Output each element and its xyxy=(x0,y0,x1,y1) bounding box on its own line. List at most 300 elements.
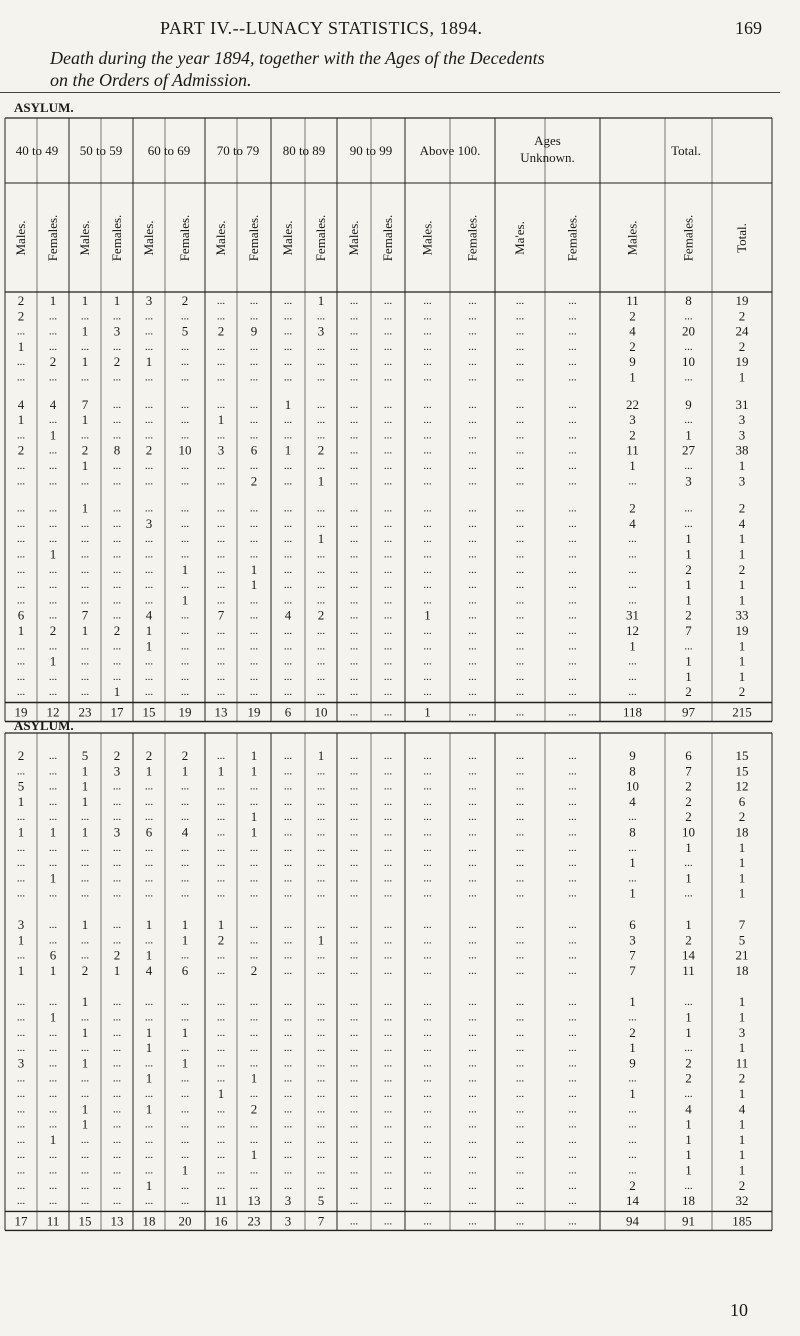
empty-cell-dots: ... xyxy=(349,548,359,561)
table-cell: 15 xyxy=(735,748,749,763)
empty-cell-dots: ... xyxy=(144,310,154,323)
table-cell: 5 xyxy=(81,748,89,763)
empty-cell-dots: ... xyxy=(383,340,393,353)
table-cell: 9 xyxy=(629,748,636,763)
empty-cell-dots: ... xyxy=(468,625,477,637)
empty-cell-dots: ... xyxy=(180,356,190,369)
empty-cell-dots: ... xyxy=(112,670,122,683)
table-cell: 8 xyxy=(685,293,692,308)
empty-cell-dots: ... xyxy=(349,750,359,762)
empty-cell-dots: ... xyxy=(568,444,577,457)
empty-cell-dots: ... xyxy=(144,1133,154,1146)
empty-cell-dots: ... xyxy=(80,949,90,962)
empty-cell-dots: ... xyxy=(16,1042,26,1055)
empty-cell-dots: ... xyxy=(180,686,190,699)
table-cell: 22 xyxy=(626,396,639,412)
empty-cell-dots: ... xyxy=(568,780,577,793)
empty-cell-dots: ... xyxy=(515,670,525,683)
table-cell: 1 xyxy=(81,763,89,779)
empty-cell-dots: ... xyxy=(283,579,293,592)
empty-cell-dots: ... xyxy=(568,872,577,885)
table-cell: 3 xyxy=(113,763,121,779)
empty-cell-dots: ... xyxy=(349,1042,359,1055)
table-cell: 9 xyxy=(685,396,692,412)
table-cell: 1 xyxy=(738,653,746,669)
empty-cell-dots: ... xyxy=(684,1179,693,1192)
empty-cell-dots: ... xyxy=(628,1149,637,1162)
empty-cell-dots: ... xyxy=(383,1026,393,1039)
empty-cell-dots: ... xyxy=(684,517,693,530)
table-cell: 1 xyxy=(738,458,746,473)
empty-cell-dots: ... xyxy=(144,1118,154,1131)
table-cell: 2 xyxy=(685,932,692,948)
table-cell: 1 xyxy=(49,1131,57,1147)
empty-cell-dots: ... xyxy=(468,1195,477,1208)
section-label-asylum-1: ASYLUM. xyxy=(14,100,74,115)
empty-cell-dots: ... xyxy=(216,640,226,653)
empty-cell-dots: ... xyxy=(383,310,393,323)
empty-cell-dots: ... xyxy=(80,811,90,824)
empty-cell-dots: ... xyxy=(468,579,477,592)
empty-cell-dots: ... xyxy=(628,563,637,576)
empty-cell-dots: ... xyxy=(48,640,58,653)
empty-cell-dots: ... xyxy=(468,887,477,900)
empty-cell-dots: ... xyxy=(468,872,477,885)
empty-cell-dots: ... xyxy=(283,750,293,762)
empty-cell-dots: ... xyxy=(16,1133,26,1146)
table-cell: 6 xyxy=(17,607,25,623)
empty-cell-dots: ... xyxy=(180,1103,190,1116)
empty-cell-dots: ... xyxy=(684,1088,693,1100)
table-cell: 1 xyxy=(81,778,89,794)
table-cell: 2 xyxy=(217,323,225,339)
empty-cell-dots: ... xyxy=(423,934,432,947)
empty-cell-dots: ... xyxy=(468,295,477,307)
empty-cell-dots: ... xyxy=(316,1072,326,1085)
table-cell: 2 xyxy=(17,442,25,458)
empty-cell-dots: ... xyxy=(468,841,477,854)
empty-cell-dots: ... xyxy=(568,919,577,931)
empty-cell-dots: ... xyxy=(180,398,190,411)
table-cell: 7 xyxy=(629,947,636,963)
table-cell: 1 xyxy=(145,638,153,654)
table-cell: 3 xyxy=(629,932,636,948)
empty-cell-dots: ... xyxy=(349,826,359,839)
table-cell: 1 xyxy=(49,824,57,840)
table-cell: 1 xyxy=(738,1040,746,1056)
empty-cell-dots: ... xyxy=(80,1088,90,1100)
table-cell: 2 xyxy=(113,748,121,763)
empty-cell-dots: ... xyxy=(216,1118,226,1131)
empty-cell-dots: ... xyxy=(515,1179,525,1192)
empty-cell-dots: ... xyxy=(16,548,26,561)
empty-cell-dots: ... xyxy=(349,502,359,515)
empty-cell-dots: ... xyxy=(468,563,477,576)
empty-cell-dots: ... xyxy=(283,964,293,977)
empty-cell-dots: ... xyxy=(515,919,525,931)
empty-cell-dots: ... xyxy=(316,1011,326,1024)
table-cell: 38 xyxy=(735,442,749,458)
empty-cell-dots: ... xyxy=(112,857,122,870)
empty-cell-dots: ... xyxy=(684,887,693,900)
table-cell: 5 xyxy=(738,932,746,948)
table-cell: 4 xyxy=(629,793,636,809)
empty-cell-dots: ... xyxy=(16,872,26,885)
table-cell: 27 xyxy=(682,442,695,458)
empty-cell-dots: ... xyxy=(423,795,432,808)
empty-cell-dots: ... xyxy=(144,398,154,411)
empty-cell-dots: ... xyxy=(468,750,477,762)
table-cell: 2 xyxy=(317,607,325,623)
empty-cell-dots: ... xyxy=(283,548,293,561)
table-cell: 1 xyxy=(629,1086,636,1101)
table-cell: 2 xyxy=(49,354,57,370)
table-cell: 7 xyxy=(738,917,746,932)
empty-cell-dots: ... xyxy=(180,533,190,546)
empty-total-dots: ... xyxy=(349,706,359,719)
empty-total-dots: ... xyxy=(468,706,477,719)
empty-cell-dots: ... xyxy=(383,414,393,427)
table-cell: 1 xyxy=(81,1101,89,1117)
empty-cell-dots: ... xyxy=(383,1103,393,1116)
empty-cell-dots: ... xyxy=(349,1179,359,1192)
table-cell: 4 xyxy=(738,515,746,531)
empty-cell-dots: ... xyxy=(112,398,122,411)
table-cell: 2 xyxy=(629,1024,636,1040)
empty-cell-dots: ... xyxy=(16,655,26,668)
table-cell: 1 xyxy=(738,1162,746,1178)
empty-cell-dots: ... xyxy=(283,1103,293,1116)
table-cell: 1 xyxy=(738,1116,746,1132)
empty-cell-dots: ... xyxy=(383,1088,393,1100)
empty-cell-dots: ... xyxy=(316,765,326,778)
empty-cell-dots: ... xyxy=(249,1133,259,1146)
empty-cell-dots: ... xyxy=(80,563,90,576)
column-subheader: Females. xyxy=(177,214,192,262)
empty-cell-dots: ... xyxy=(628,1072,637,1085)
empty-cell-dots: ... xyxy=(383,826,393,839)
table-cell: 2 xyxy=(685,607,692,623)
empty-cell-dots: ... xyxy=(468,1026,477,1039)
empty-cell-dots: ... xyxy=(249,919,259,931)
empty-cell-dots: ... xyxy=(180,625,190,637)
empty-cell-dots: ... xyxy=(283,460,293,472)
table-cell: 1 xyxy=(49,546,57,562)
table-cell: 6 xyxy=(145,824,153,840)
empty-cell-dots: ... xyxy=(349,460,359,472)
empty-cell-dots: ... xyxy=(112,811,122,824)
empty-cell-dots: ... xyxy=(468,795,477,808)
empty-cell-dots: ... xyxy=(568,533,577,546)
empty-cell-dots: ... xyxy=(112,340,122,353)
empty-cell-dots: ... xyxy=(568,1195,577,1208)
table-cell: 18 xyxy=(682,1193,695,1209)
empty-cell-dots: ... xyxy=(349,579,359,592)
empty-cell-dots: ... xyxy=(383,1164,393,1177)
empty-cell-dots: ... xyxy=(180,1149,190,1162)
table-cell: 1 xyxy=(17,932,25,948)
empty-cell-dots: ... xyxy=(423,444,432,457)
empty-cell-dots: ... xyxy=(316,780,326,793)
empty-cell-dots: ... xyxy=(112,919,122,931)
table-cell: 6 xyxy=(738,793,746,809)
table-cell: 15 xyxy=(735,763,749,779)
empty-cell-dots: ... xyxy=(144,686,154,699)
empty-cell-dots: ... xyxy=(568,934,577,947)
empty-cell-dots: ... xyxy=(249,872,259,885)
empty-cell-dots: ... xyxy=(112,594,122,607)
empty-cell-dots: ... xyxy=(180,872,190,885)
empty-cell-dots: ... xyxy=(283,1042,293,1055)
empty-cell-dots: ... xyxy=(515,475,525,488)
table-cell: 1 xyxy=(629,1040,636,1056)
empty-cell-dots: ... xyxy=(144,872,154,885)
empty-cell-dots: ... xyxy=(180,670,190,683)
table-cell: 21 xyxy=(735,947,749,963)
table-cell: 1 xyxy=(685,531,692,547)
empty-cell-dots: ... xyxy=(283,1179,293,1192)
empty-cell-dots: ... xyxy=(48,1179,58,1192)
empty-cell-dots: ... xyxy=(180,857,190,870)
empty-cell-dots: ... xyxy=(144,1195,154,1208)
empty-cell-dots: ... xyxy=(144,594,154,607)
empty-cell-dots: ... xyxy=(383,371,393,384)
empty-cell-dots: ... xyxy=(468,398,477,411)
empty-cell-dots: ... xyxy=(283,1088,293,1100)
empty-cell-dots: ... xyxy=(349,475,359,488)
empty-cell-dots: ... xyxy=(249,429,259,442)
table-cell: 2 xyxy=(685,809,692,825)
empty-cell-dots: ... xyxy=(249,686,259,699)
table-cell: 1 xyxy=(629,638,636,654)
total-cell: 13 xyxy=(110,1213,124,1229)
empty-cell-dots: ... xyxy=(16,517,26,530)
empty-cell-dots: ... xyxy=(515,964,525,977)
empty-cell-dots: ... xyxy=(16,670,26,683)
table-cell: 1 xyxy=(685,577,692,593)
empty-cell-dots: ... xyxy=(349,795,359,808)
empty-cell-dots: ... xyxy=(423,563,432,576)
empty-cell-dots: ... xyxy=(568,609,577,622)
total-cell: 12 xyxy=(46,704,60,720)
empty-cell-dots: ... xyxy=(316,429,326,442)
empty-cell-dots: ... xyxy=(423,1118,432,1131)
empty-cell-dots: ... xyxy=(684,340,693,353)
empty-cell-dots: ... xyxy=(423,1179,432,1192)
empty-cell-dots: ... xyxy=(383,640,393,653)
empty-cell-dots: ... xyxy=(249,841,259,854)
empty-cell-dots: ... xyxy=(144,414,154,427)
empty-cell-dots: ... xyxy=(383,548,393,561)
total-cell: 94 xyxy=(626,1213,639,1229)
empty-cell-dots: ... xyxy=(48,444,58,457)
empty-cell-dots: ... xyxy=(349,811,359,824)
empty-cell-dots: ... xyxy=(144,1057,154,1070)
empty-cell-dots: ... xyxy=(180,1195,190,1208)
total-cell: 15 xyxy=(78,1213,92,1229)
empty-cell-dots: ... xyxy=(468,340,477,353)
empty-cell-dots: ... xyxy=(468,964,477,977)
empty-cell-dots: ... xyxy=(180,579,190,592)
empty-cell-dots: ... xyxy=(316,964,326,977)
table-cell: 14 xyxy=(626,1193,639,1209)
empty-cell-dots: ... xyxy=(48,1057,58,1070)
empty-cell-dots: ... xyxy=(283,414,293,427)
column-subheader: Males. xyxy=(213,220,228,256)
table-cell: 2 xyxy=(629,338,636,354)
empty-cell-dots: ... xyxy=(80,887,90,900)
empty-cell-dots: ... xyxy=(48,765,58,778)
empty-cell-dots: ... xyxy=(515,686,525,699)
empty-cell-dots: ... xyxy=(423,1011,432,1024)
table-cell: 1 xyxy=(738,369,746,385)
empty-cell-dots: ... xyxy=(283,670,293,683)
table-cell: 1 xyxy=(81,323,89,339)
empty-cell-dots: ... xyxy=(249,1057,259,1070)
group-header: 40 to 49 xyxy=(15,143,59,158)
empty-cell-dots: ... xyxy=(684,857,693,870)
empty-cell-dots: ... xyxy=(515,340,525,353)
empty-cell-dots: ... xyxy=(283,826,293,839)
empty-cell-dots: ... xyxy=(515,1088,525,1100)
empty-cell-dots: ... xyxy=(423,1026,432,1039)
empty-cell-dots: ... xyxy=(112,887,122,900)
empty-cell-dots: ... xyxy=(80,934,90,947)
empty-cell-dots: ... xyxy=(249,371,259,384)
empty-cell-dots: ... xyxy=(144,475,154,488)
empty-cell-dots: ... xyxy=(249,1042,259,1055)
empty-cell-dots: ... xyxy=(48,579,58,592)
table-cell: 1 xyxy=(145,1070,153,1086)
empty-cell-dots: ... xyxy=(349,887,359,900)
table-cell: 1 xyxy=(317,748,325,763)
table-cell: 1 xyxy=(145,763,153,779)
table-cell: 5 xyxy=(17,778,25,794)
empty-cell-dots: ... xyxy=(349,1072,359,1085)
empty-cell-dots: ... xyxy=(180,609,190,622)
empty-cell-dots: ... xyxy=(423,1088,432,1100)
empty-cell-dots: ... xyxy=(349,780,359,793)
empty-cell-dots: ... xyxy=(568,625,577,637)
empty-cell-dots: ... xyxy=(468,811,477,824)
empty-cell-dots: ... xyxy=(316,1133,326,1146)
table-cell: 1 xyxy=(317,932,325,948)
table-cell: 10 xyxy=(682,354,695,370)
table-cell: 11 xyxy=(214,1193,228,1209)
table-cell: 1 xyxy=(49,962,57,978)
empty-cell-dots: ... xyxy=(216,356,226,369)
empty-cell-dots: ... xyxy=(48,750,58,762)
empty-cell-dots: ... xyxy=(112,1149,122,1162)
empty-cell-dots: ... xyxy=(16,686,26,699)
empty-cell-dots: ... xyxy=(283,356,293,369)
table-cell: 1 xyxy=(181,932,189,948)
empty-cell-dots: ... xyxy=(80,1072,90,1085)
total-cell: 23 xyxy=(78,704,92,720)
empty-cell-dots: ... xyxy=(283,996,293,1009)
empty-cell-dots: ... xyxy=(468,460,477,472)
empty-cell-dots: ... xyxy=(112,429,122,442)
empty-cell-dots: ... xyxy=(349,857,359,870)
table-cell: 7 xyxy=(629,962,636,978)
empty-cell-dots: ... xyxy=(423,1164,432,1177)
empty-cell-dots: ... xyxy=(515,1042,525,1055)
empty-cell-dots: ... xyxy=(468,1149,477,1162)
empty-cell-dots: ... xyxy=(48,609,58,622)
empty-cell-dots: ... xyxy=(216,887,226,900)
empty-cell-dots: ... xyxy=(468,1011,477,1024)
empty-cell-dots: ... xyxy=(423,398,432,411)
empty-cell-dots: ... xyxy=(468,670,477,683)
empty-cell-dots: ... xyxy=(48,1164,58,1177)
empty-cell-dots: ... xyxy=(180,1072,190,1085)
empty-cell-dots: ... xyxy=(249,533,259,546)
empty-cell-dots: ... xyxy=(568,429,577,442)
empty-cell-dots: ... xyxy=(468,1118,477,1131)
empty-cell-dots: ... xyxy=(180,887,190,900)
empty-cell-dots: ... xyxy=(216,502,226,515)
empty-cell-dots: ... xyxy=(144,533,154,546)
empty-cell-dots: ... xyxy=(249,1179,259,1192)
empty-cell-dots: ... xyxy=(112,1118,122,1131)
empty-cell-dots: ... xyxy=(283,640,293,653)
empty-cell-dots: ... xyxy=(383,475,393,488)
empty-cell-dots: ... xyxy=(568,310,577,323)
empty-cell-dots: ... xyxy=(283,1072,293,1085)
empty-cell-dots: ... xyxy=(216,857,226,870)
table-cell: 1 xyxy=(250,561,258,577)
empty-cell-dots: ... xyxy=(180,340,190,353)
empty-cell-dots: ... xyxy=(216,429,226,442)
empty-cell-dots: ... xyxy=(283,1133,293,1146)
empty-cell-dots: ... xyxy=(48,475,58,488)
empty-cell-dots: ... xyxy=(316,625,326,637)
empty-cell-dots: ... xyxy=(383,765,393,778)
empty-cell-dots: ... xyxy=(383,1149,393,1162)
empty-cell-dots: ... xyxy=(112,579,122,592)
empty-cell-dots: ... xyxy=(112,1164,122,1177)
empty-cell-dots: ... xyxy=(144,325,154,338)
empty-cell-dots: ... xyxy=(423,594,432,607)
empty-cell-dots: ... xyxy=(568,517,577,530)
empty-cell-dots: ... xyxy=(423,1195,432,1208)
table-cell: 1 xyxy=(145,917,153,932)
column-subheader: Males. xyxy=(13,220,28,256)
empty-cell-dots: ... xyxy=(349,310,359,323)
column-subheader: Females. xyxy=(464,214,480,262)
table-cell: 19 xyxy=(735,293,749,308)
empty-cell-dots: ... xyxy=(423,750,432,762)
empty-cell-dots: ... xyxy=(180,371,190,384)
empty-cell-dots: ... xyxy=(283,811,293,824)
empty-cell-dots: ... xyxy=(628,872,637,885)
empty-cell-dots: ... xyxy=(80,841,90,854)
empty-cell-dots: ... xyxy=(144,655,154,668)
empty-cell-dots: ... xyxy=(383,1072,393,1085)
empty-cell-dots: ... xyxy=(468,1103,477,1116)
empty-cell-dots: ... xyxy=(112,872,122,885)
empty-cell-dots: ... xyxy=(515,398,525,411)
empty-cell-dots: ... xyxy=(283,429,293,442)
column-subheader: Ma'es. xyxy=(512,221,527,255)
table-cell: 1 xyxy=(81,824,89,840)
empty-cell-dots: ... xyxy=(684,502,693,515)
empty-cell-dots: ... xyxy=(48,563,58,576)
empty-cell-dots: ... xyxy=(349,429,359,442)
empty-cell-dots: ... xyxy=(383,533,393,546)
table-cell: 1 xyxy=(629,369,636,385)
empty-cell-dots: ... xyxy=(423,826,432,839)
